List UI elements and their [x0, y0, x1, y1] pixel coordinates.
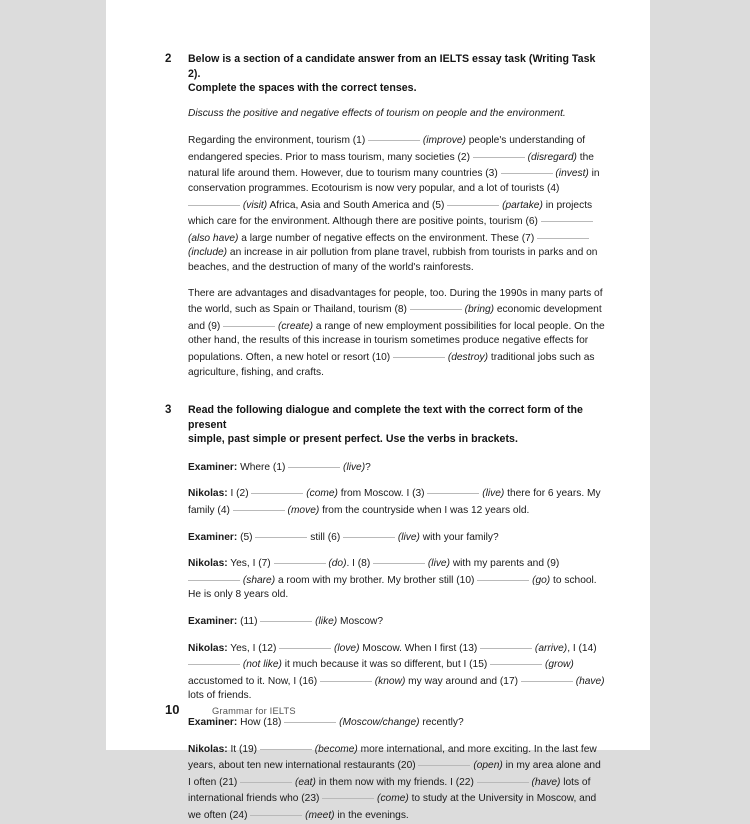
exercise-3-dialogue: [188, 459, 605, 824]
verb-cue: (eat): [292, 776, 316, 788]
exercise-2-essay-prompt: Discuss the positive and negative effects of tourism on people and the environment.: [188, 107, 566, 119]
sentence-text: , I (14): [567, 642, 597, 654]
answer-blank-15[interactable]: [490, 656, 542, 665]
sentence-text: my way around and (17): [405, 675, 521, 687]
dialogue-line: [188, 741, 605, 824]
sentence-text: in the evenings.: [334, 809, 409, 821]
answer-blank-4[interactable]: [233, 502, 285, 511]
exercise-2: [165, 52, 605, 380]
sentence-text: There are advantages and disadvantages for people, too. During the 1990s in many parts of the world, such as Spain or Thailand, tourism (8): [188, 287, 603, 316]
book-page: [106, 0, 650, 821]
verb-cue: (disregard): [524, 151, 577, 163]
exercise-2-body: [188, 52, 605, 380]
sentence-text: Regarding the environment, tourism (1): [188, 135, 369, 147]
sentence-text: in them now with my friends. I (22): [315, 776, 477, 788]
answer-blank-8[interactable]: [373, 555, 425, 564]
verb-cue: (have): [528, 776, 561, 788]
dialogue-speaker: Nikolas:: [188, 558, 228, 570]
verb-cue: (bring): [461, 304, 495, 316]
verb-cue: (come): [303, 488, 338, 500]
answer-blank-8[interactable]: [410, 301, 462, 310]
dialogue-line: [188, 459, 605, 476]
sentence-text: economic development and (9): [188, 304, 602, 332]
sentence-text: in projects which care for the environment. Although there are positive points, tourism (6): [188, 199, 593, 228]
exercise-2-instruction: [188, 52, 605, 96]
verb-cue: (live): [479, 488, 505, 500]
verb-cue: (live): [340, 461, 366, 473]
dialogue-line: [188, 529, 605, 546]
dialogue-line: [188, 555, 605, 603]
verb-cue: (improve): [420, 135, 466, 147]
verb-cue: (live): [425, 558, 450, 570]
sentence-text: traditional jobs such as agriculture, fishing, and crafts.: [188, 351, 595, 378]
sentence-text: How (18): [237, 717, 285, 728]
book-title: Grammar for IELTS: [212, 706, 296, 716]
answer-blank-10[interactable]: [477, 572, 529, 581]
verb-cue: (create): [275, 320, 314, 332]
verb-cue: (have): [572, 675, 605, 687]
answer-blank-23[interactable]: [322, 790, 374, 799]
verb-cue: (do): [325, 558, 347, 570]
verb-cue: (love): [331, 642, 360, 654]
exercise-2-instruction-line-1: Below is a section of a candidate answer from an IELTS essay task (Writing Task 2).: [188, 53, 596, 80]
dialogue-speaker: Nikolas:: [188, 642, 228, 654]
verb-cue: (know): [371, 675, 406, 687]
verb-cue: (become): [311, 743, 358, 755]
sentence-text: from the countryside when I was 12 years old.: [319, 505, 530, 517]
sentence-text: a room with my brother. My brother still (10): [275, 574, 478, 586]
answer-blank-19[interactable]: [260, 741, 312, 750]
verb-cue: (move): [284, 505, 320, 517]
sentence-text: from Moscow. I (3): [337, 488, 428, 500]
dialogue-line: [188, 640, 605, 704]
answer-blank-2[interactable]: [251, 485, 303, 494]
verb-cue: (open): [470, 760, 503, 772]
verb-cue: (Moscow/change): [336, 717, 420, 728]
sentence-text: to study at the University in Moscow, and we often (24): [188, 793, 597, 821]
dialogue-line: [188, 485, 605, 518]
sentence-text: lots of international friends who (23): [188, 776, 591, 805]
sentence-text: . I (8): [346, 558, 374, 570]
answer-blank-9[interactable]: [223, 318, 275, 327]
sentence-text: Where (1): [237, 461, 289, 473]
sentence-text: (5): [237, 531, 256, 543]
dialogue-line: [188, 613, 605, 630]
dialogue-speaker: Examiner:: [188, 461, 238, 473]
exercise-3: [165, 403, 605, 823]
answer-blank-1[interactable]: [288, 459, 340, 468]
answer-blank-10[interactable]: [393, 349, 445, 358]
verb-cue: (visit): [240, 199, 268, 211]
answer-blank-3[interactable]: [427, 485, 479, 494]
verb-cue: (meet): [302, 809, 335, 821]
verb-cue: (grow): [542, 659, 574, 671]
answer-blank-7[interactable]: [537, 230, 589, 239]
verb-cue: (arrive): [532, 642, 568, 654]
sentence-text: more international, and more exciting. In the last few years, about ten new international restaurants (20): [188, 743, 597, 772]
page-footer: [165, 702, 296, 717]
sentence-text: It (19): [227, 743, 260, 755]
verb-cue: (come): [374, 793, 409, 805]
sentence-text: it much because it was so different, but I (15): [281, 659, 491, 671]
sentence-text: a large number of negative effects on the environment. These (7): [238, 232, 538, 244]
sentence-text: in my area alone and I often (21): [188, 760, 601, 788]
dialogue-speaker: Nikolas:: [188, 743, 228, 755]
sentence-text: a range of new employment possibilities for local people. On the other hand, the results of this increase in tourism sometimes produce negative effects for populations. Often, a new hotel or resort (10): [188, 320, 605, 363]
sentence-text: (11): [237, 616, 261, 628]
answer-blank-2[interactable]: [473, 149, 525, 158]
sentence-text: Yes, I (7): [227, 558, 274, 570]
answer-blank-20[interactable]: [418, 757, 470, 766]
answer-blank-5[interactable]: [447, 197, 499, 206]
verb-cue: (partake): [499, 199, 543, 211]
exercise-2-number: 2: [165, 53, 172, 65]
verb-cue: (destroy): [445, 351, 489, 363]
exercise-3-instruction-line-2: simple, past simple or present perfect. Use the verbs in brackets.: [188, 433, 518, 446]
exercise-3-body: [188, 403, 605, 823]
verb-cue: (share): [240, 574, 276, 586]
answer-blank-17[interactable]: [521, 673, 573, 682]
dialogue-speaker: Examiner:: [188, 531, 238, 543]
answer-blank-6[interactable]: [541, 213, 593, 222]
verb-cue: (include): [188, 247, 228, 259]
verb-cue: (not like): [240, 659, 282, 671]
answer-blank-6[interactable]: [343, 529, 395, 538]
sentence-text: with your family?: [419, 531, 499, 543]
answer-blank-5[interactable]: [255, 529, 307, 538]
verb-cue: (go): [529, 574, 551, 586]
answer-blank-11[interactable]: [260, 613, 312, 622]
answer-blank-22[interactable]: [477, 774, 529, 783]
page-number: 10: [165, 702, 180, 717]
answer-blank-13[interactable]: [480, 640, 532, 649]
sentence-text: Africa, Asia and South America and (5): [267, 199, 448, 211]
sentence-text: there for 6 years. My family (4): [188, 488, 601, 517]
verb-cue: (live): [395, 531, 420, 543]
sentence-text: recently?: [419, 717, 464, 728]
sentence-text: Yes, I (12): [227, 642, 280, 654]
answer-blank-7[interactable]: [274, 555, 326, 564]
sentence-text: lots of friends.: [188, 690, 252, 702]
sentence-text: to school. He is only 8 years old.: [188, 574, 597, 601]
verb-cue: (also have): [188, 232, 239, 244]
sentence-text: in conservation programmes. Ecotourism is now very popular, and a lot of tourists (4): [188, 168, 600, 194]
exercise-2-paragraph-1: [188, 132, 605, 275]
answer-blank-9[interactable]: [188, 572, 240, 581]
answer-blank-1[interactable]: [368, 132, 420, 141]
exercise-2-instruction-line-2: Complete the spaces with the correct tenses.: [188, 82, 417, 95]
sentence-text: still (6): [307, 531, 344, 543]
exercise-3-number: 3: [165, 404, 172, 417]
answer-blank-24[interactable]: [250, 807, 302, 816]
sentence-text: the natural life around them. However, due to tourism many countries (3): [188, 151, 594, 180]
exercise-2-paragraph-2: [188, 287, 605, 381]
sentence-text: I (2): [227, 488, 252, 500]
answer-blank-14[interactable]: [188, 656, 240, 665]
sentence-text: people's understanding of endangered species. Prior to mass tourism, many societies (2): [188, 135, 586, 163]
dialogue-speaker: Examiner:: [188, 717, 238, 728]
verb-cue: (like): [312, 616, 338, 628]
sentence-text: Moscow?: [337, 616, 384, 628]
exercise-3-instruction: [188, 403, 605, 447]
answer-blank-12[interactable]: [279, 640, 331, 649]
dialogue-speaker: Nikolas:: [188, 488, 228, 500]
answer-blank-21[interactable]: [240, 774, 292, 783]
exercise-3-instruction-line-1: Read the following dialogue and complete the text with the correct form of the present: [188, 404, 583, 431]
sentence-text: ?: [365, 461, 371, 473]
sentence-text: an increase in air pollution from plane travel, rubbish from tourists in parks and on beaches, and the destruction of many of the world's rainforests.: [188, 247, 598, 273]
dialogue-speaker: Examiner:: [188, 616, 238, 628]
answer-blank-3[interactable]: [501, 165, 553, 174]
verb-cue: (invest): [552, 168, 589, 180]
sentence-text: with my parents and (9): [449, 558, 560, 570]
sentence-text: Moscow. When I first (13): [359, 642, 481, 654]
answer-blank-4[interactable]: [188, 197, 240, 206]
answer-blank-16[interactable]: [320, 673, 372, 682]
sentence-text: accustomed to it. Now, I (16): [188, 675, 320, 687]
